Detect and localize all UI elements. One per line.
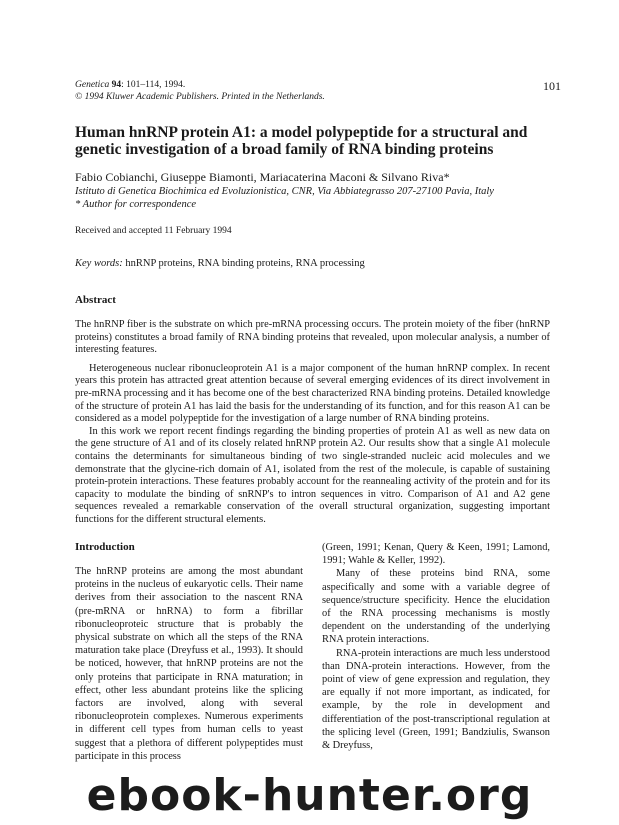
page-number: 101: [543, 79, 561, 93]
affiliation: Istituto di Genetica Biochimica ed Evoluzionistica, CNR, Via Abbiategrasso 207-27100 Pavia, Italy: [75, 186, 494, 197]
copyright-line: © 1994 Kluwer Academic Publishers. Printed in the Netherlands.: [75, 92, 325, 102]
watermark: ebook-hunter.org: [86, 770, 533, 821]
right-column: [322, 541, 550, 752]
abstract-heading: Abstract: [75, 294, 116, 306]
intro-paragraph-3: RNA-protein interactions are much less understood than DNA-protein interactions. However, from the point of view of gene expression and regulation, they are equally if not more important, as indicated, for example, by the role in development and differentiation of the post-transcriptional regulation at the splicing level (Green, 1991; Bandziulis, Swanson & Dreyfuss,: [322, 647, 550, 752]
intro-continuation: (Green, 1991; Kenan, Query & Keen, 1991; Lamond, 1991; Wahle & Keller, 1992).: [322, 542, 550, 567]
abstract-paragraph-1: The hnRNP fiber is the substrate on which pre-mRNA processing occurs. The protein moiety of the fiber (hnRNP proteins) constitutes a broad family of RNA binding proteins that revealed, upon molecular analysis, a number of interesting features.: [75, 319, 550, 356]
intro-paragraph-1: The hnRNP proteins are among the most abundant proteins in the nucleus of eukaryotic cells. Their name derives from their association to the nascent RNA (pre-mRNA or hnRNA) to form a fibrillar ribonucleoproteic structure that is probably the physical substrate on which all the steps of the RNA maturation take place (Dreyfuss et al., 1993). It should be noticed, however, that hnRNP proteins are not the only proteins that participate in RNA maturation; in effect, other less abundant proteins like the splicing factors are involved, along with several ribonucleoprotein complexes. Numerous experiments in different cell types from human cells to yeast suggest that a plethora of different polypeptides must participate in this process: [75, 566, 303, 762]
journal-citation: [75, 80, 185, 91]
abstract-paragraph-2: Heterogeneous nuclear ribonucleoprotein A1 is a major component of the human hnRNP complex. In recent years this protein has attracted great attention because of several emerging evidences of its direct involvement in pre-mRNA processing and it has become one of the best characterized RNA binding proteins. Detailed knowledge of the structure of protein A1 has laid the basis for the understanding of its function, and for this reason A1 can be considered as a model polypeptide for the investigation of a large number of RNA binding proteins.: [75, 362, 550, 425]
keywords-label: Key words:: [75, 258, 123, 269]
left-column: [75, 565, 303, 763]
journal-volume: 94: [111, 80, 122, 90]
correspondence-note: * Author for correspondence: [75, 199, 197, 210]
abstract-paragraph-3: In this work we report recent findings regarding the binding properties of protein A1 as well as new data on the gene structure of A1 and of its closely related hnRNP protein A2. Our results show that a single A1 molecule contains the determinants for simultaneous binding of two single-stranded nucleic acid molecules and we demonstrate that the glycine-rich domain of A1, isolated from the rest of the molecule, is capable of sustaining protein-protein interactions. These features probably account for the reannealing activity of the protein and for its capacity to modulate the binding of snRNP's to intron sequences in vitro. Comparison of A1 and A2 gene sequences revealed a remarkable conservation of the overall structural organization, suggesting important functions for the different structural elements.: [75, 425, 550, 525]
introduction-heading: Introduction: [75, 541, 135, 553]
author-list: Fabio Cobianchi, Giuseppe Biamonti, Mariacaterina Maconi & Silvano Riva*: [75, 170, 450, 184]
journal-name: Genetica: [75, 80, 110, 90]
abstract-body: [75, 319, 550, 527]
received-date: Received and accepted 11 February 1994: [75, 226, 232, 236]
keywords-text: hnRNP proteins, RNA binding proteins, RNA processing: [122, 258, 365, 269]
intro-paragraph-2: Many of these proteins bind RNA, some aspecifically and some with a variable degree of sequence/structure specificity. Hence the elucidation of the RNA processing mechanisms is mostly dependent on the understanding of the underlying RNA protein interactions.: [322, 568, 550, 646]
journal-pages: : 101–114, 1994.: [121, 80, 186, 90]
paper-title: Human hnRNP protein A1: a model polypeptide for a structural and genetic investigation of a broad family of RNA binding proteins: [75, 124, 528, 158]
keywords-line: [75, 258, 365, 269]
